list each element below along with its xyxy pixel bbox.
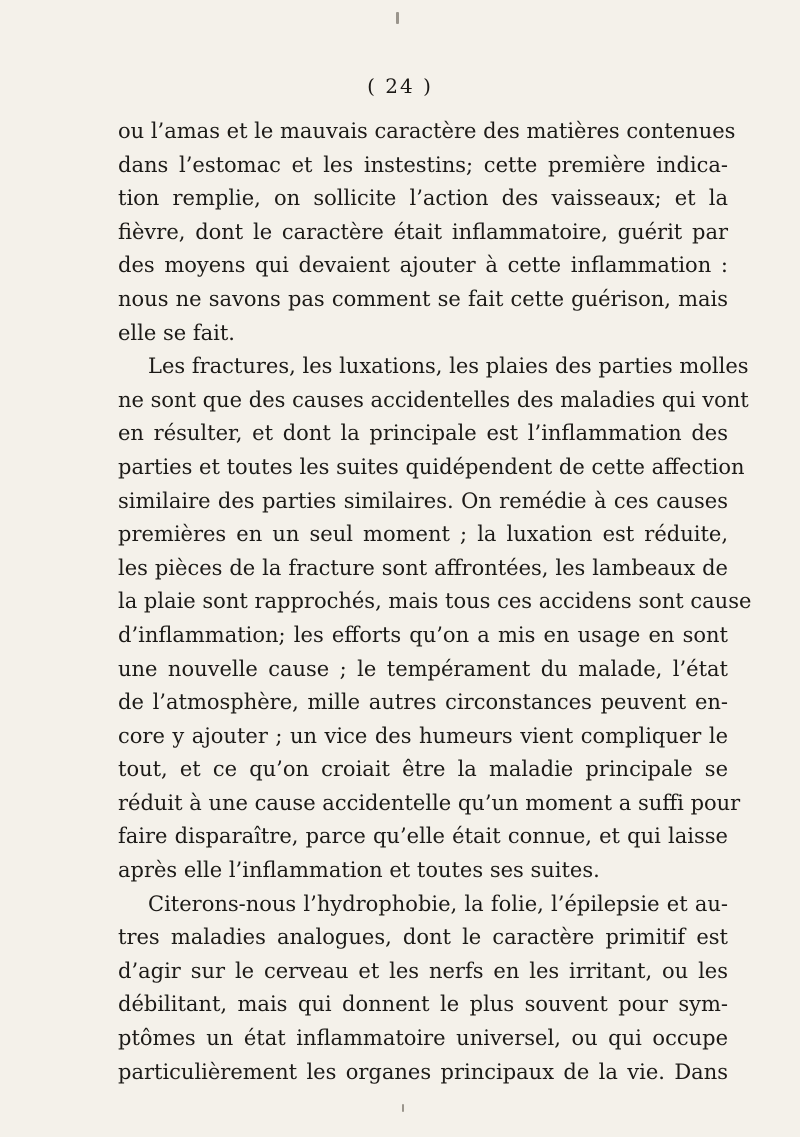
text-line: Citerons-nous l’hydrophobie, la folie, l’épilepsie et au- bbox=[148, 891, 728, 916]
text-line: les pièces de la fracture sont affrontées, les lambeaux de bbox=[118, 555, 728, 580]
ink-mark bbox=[396, 12, 399, 24]
text-line: de l’atmosphère, mille autres circonstances peuvent en- bbox=[118, 690, 728, 715]
text-line: elle se fait. bbox=[118, 320, 235, 345]
text-line: dans l’estomac et les instestins; cette première indica- bbox=[118, 152, 728, 177]
text-line: ou l’amas et le mauvais caractère des matières contenues bbox=[118, 119, 736, 143]
text-line: débilitant, mais qui donnent le plus souvent pour sym- bbox=[118, 992, 728, 1017]
text-line: en résulter, et dont la principale est l’inflammation des bbox=[118, 421, 728, 446]
text-line: premières en un seul moment ; la luxation est réduite, bbox=[118, 522, 728, 547]
text-line: une nouvelle cause ; le tempérament du malade, l’état bbox=[118, 656, 728, 681]
text-line: réduit à une cause accidentelle qu’un moment a suffi pour bbox=[118, 790, 741, 815]
text-line: particulièrement les organes principaux de la vie. Dans bbox=[118, 1059, 728, 1084]
page-number: ( 24 ) bbox=[367, 74, 433, 98]
text-line: des moyens qui devaient ajouter à cette inflammation : bbox=[118, 253, 728, 278]
ink-mark bbox=[402, 1104, 404, 1112]
text-line: Les fractures, les luxations, les plaies des parties molles bbox=[148, 354, 749, 379]
text-line: core y ajouter ; un vice des humeurs vient compliquer le bbox=[118, 723, 728, 748]
text-line: ne sont que des causes accidentelles des maladies qui vont bbox=[118, 387, 749, 412]
body-text bbox=[118, 115, 752, 1089]
text-line: la plaie sont rapprochés, mais tous ces accidens sont cause bbox=[118, 589, 752, 614]
text-line: similaire des parties similaires. On remédie à ces causes bbox=[118, 488, 728, 513]
text-line: fièvre, dont le caractère était inflammatoire, guérit par bbox=[118, 219, 728, 244]
text-line: parties et toutes les suites quidépendent de cette affection bbox=[118, 454, 745, 479]
text-line: d’inflammation; les efforts qu’on a mis en usage en sont bbox=[118, 622, 728, 647]
text-line: nous ne savons pas comment se fait cette guérison, mais bbox=[118, 286, 728, 311]
text-line: tion remplie, on sollicite l’action des vaisseaux; et la bbox=[118, 186, 728, 211]
text-line: tres maladies analogues, dont le caractère primitif est bbox=[118, 925, 728, 950]
text-line: tout, et ce qu’on croiait être la maladie principale se bbox=[118, 757, 728, 782]
text-line: après elle l’inflammation et toutes ses suites. bbox=[118, 858, 600, 883]
text-line: faire disparaître, parce qu’elle était connue, et qui laisse bbox=[118, 824, 728, 849]
text-line: ptômes un état inflammatoire universel, ou qui occupe bbox=[118, 1026, 728, 1051]
text-line: d’agir sur le cerveau et les nerfs en les irritant, ou les bbox=[118, 958, 728, 983]
